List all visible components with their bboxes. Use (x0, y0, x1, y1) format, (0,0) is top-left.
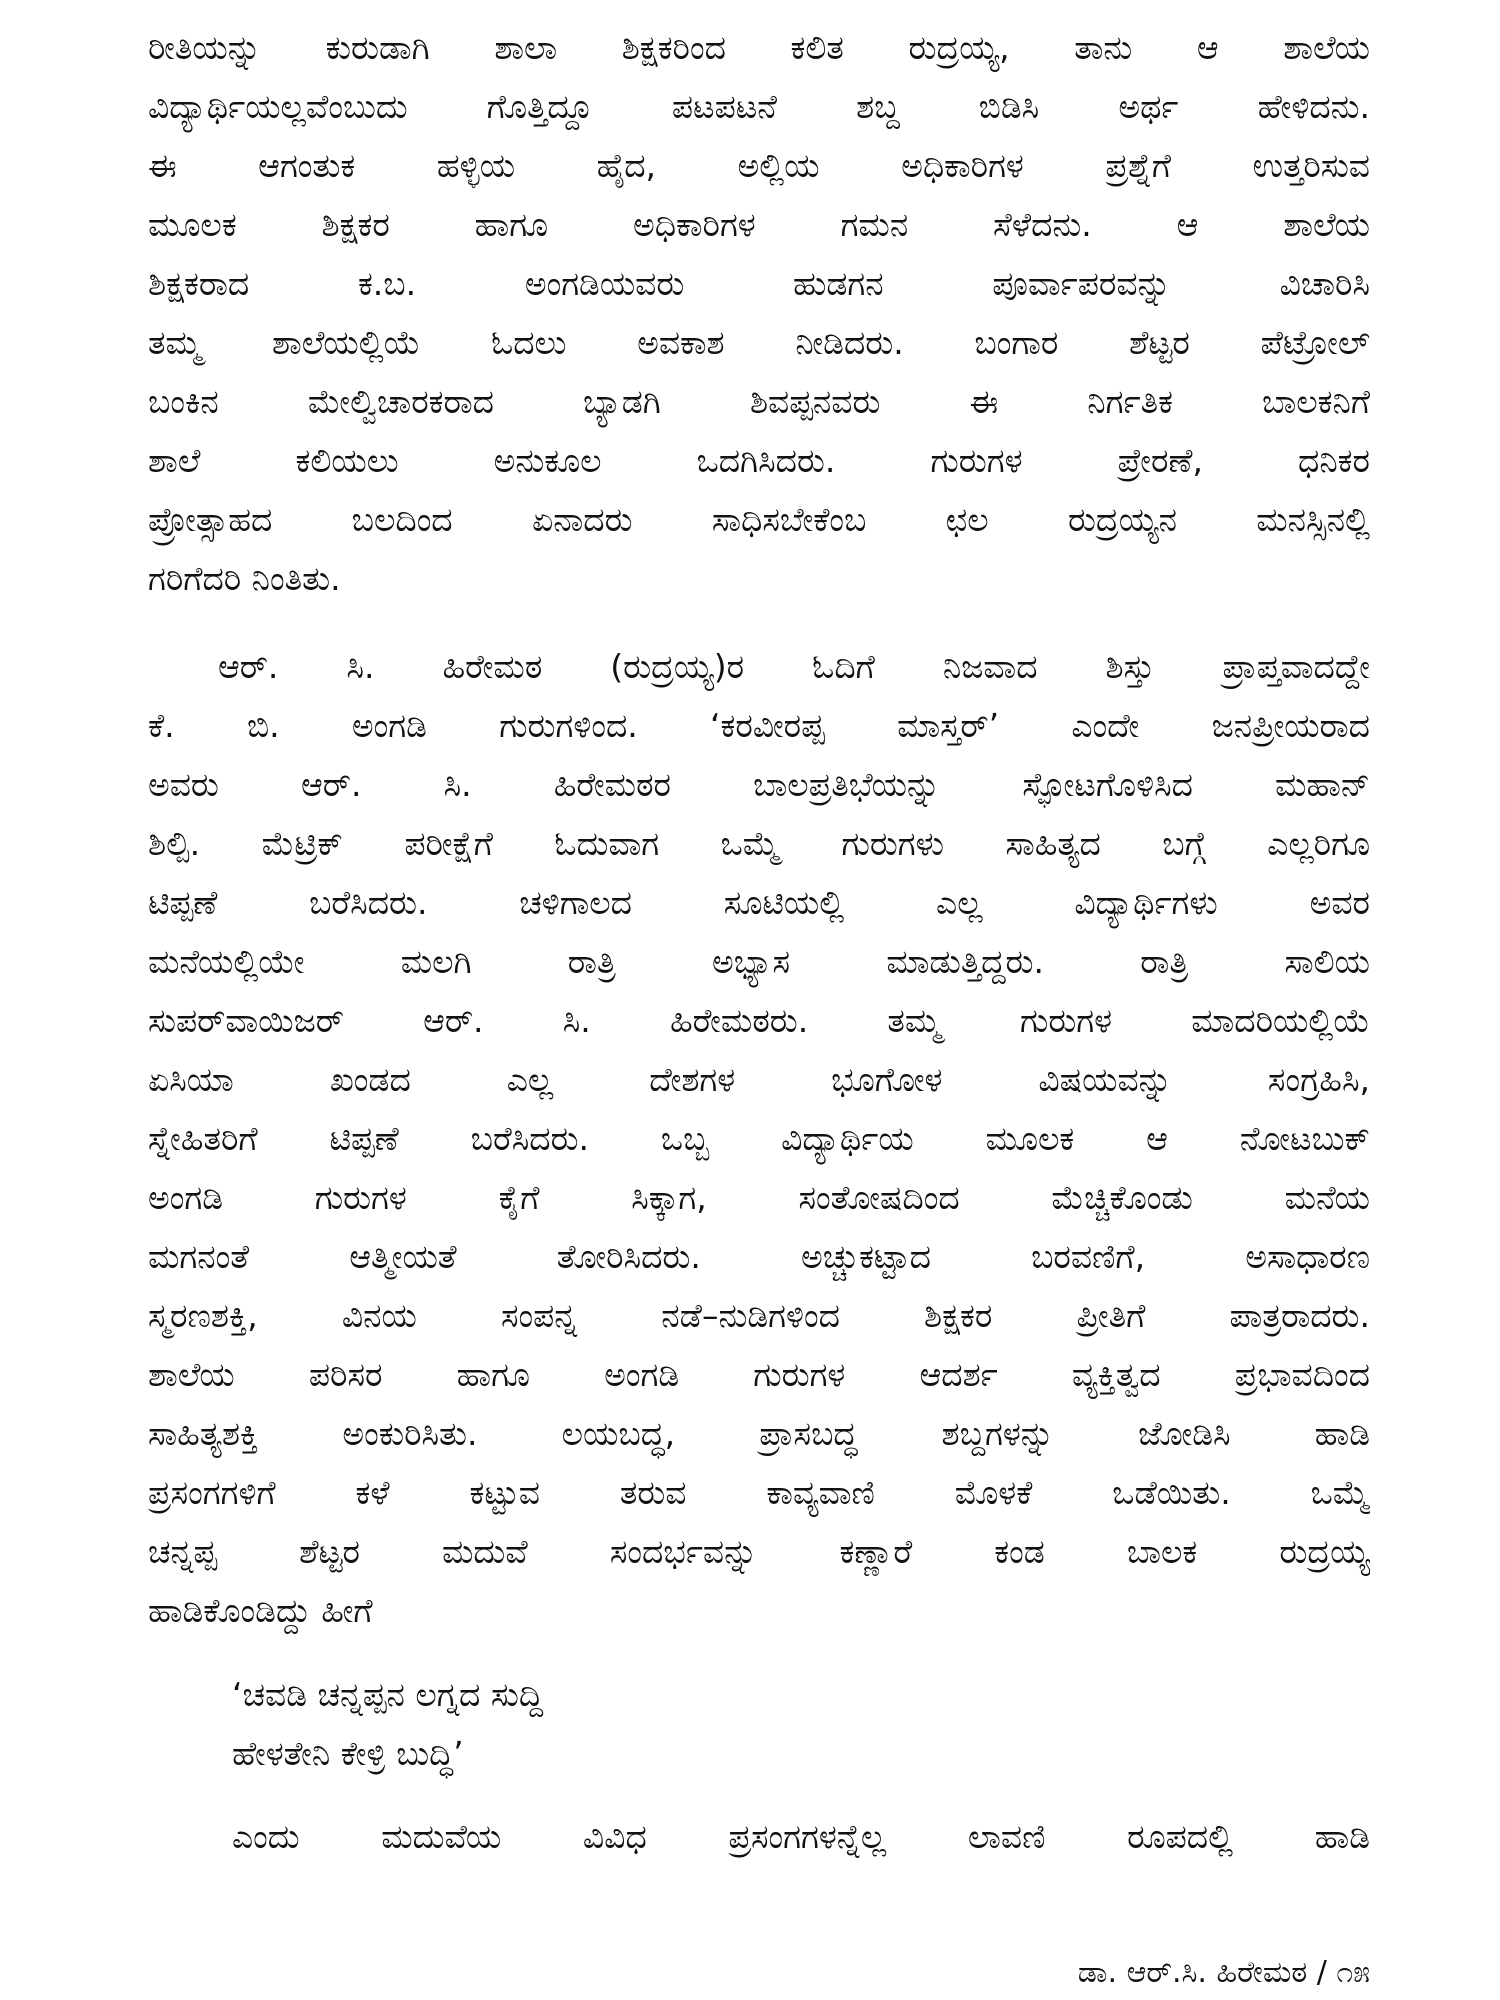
text-line: ಚನ್ನಪ್ಪ ಶೆಟ್ಟರ ಮದುವೆ ಸಂದರ್ಭವನ್ನು ಕಣ್ಣಾರೆ ಕಂಡ ಬಾಲಕ ರುದ್ರಯ್ಯ (148, 1532, 1370, 1571)
text-line: ಅಂಗಡಿ ಗುರುಗಳ ಕೈಗೆ ಸಿಕ್ಕಾಗ, ಸಂತೋಷದಿಂದ ಮೆಚ್ಚಿಕೊಂಡು ಮನೆಯ (148, 1178, 1370, 1217)
text-line: ಪ್ರಸಂಗಗಳಿಗೆ ಕಳೆ ಕಟ್ಟುವ ತರುವ ಕಾವ್ಯವಾಣಿ ಮೊಳಕೆ ಒಡೆಯಿತು. ಒಮ್ಮೆ (148, 1473, 1370, 1512)
text-line: ಅವರು ಆರ್. ಸಿ. ಹಿರೇಮಠರ ಬಾಲಪ್ರತಿಭೆಯನ್ನು ಸ್ಫೋಟಗೊಳಿಸಿದ ಮಹಾನ್ (148, 765, 1370, 804)
text-line: ಈ ಆಗಂತುಕ ಹಳ್ಳಿಯ ಹೈದ, ಅಲ್ಲಿಯ ಅಧಿಕಾರಿಗಳ ಪ್ರಶ್ನೆಗೆ ಉತ್ತರಿಸುವ (148, 146, 1370, 185)
text-line: ಶಿಲ್ಪಿ. ಮೆಟ್ರಿಕ್ ಪರೀಕ್ಷೆಗೆ ಓದುವಾಗ ಒಮ್ಮೆ ಗುರುಗಳು ಸಾಹಿತ್ಯದ ಬಗ್ಗೆ ಎಲ್ಲರಿಗೂ (148, 824, 1370, 863)
text-line: ತಮ್ಮ ಶಾಲೆಯಲ್ಲಿಯೆ ಓದಲು ಅವಕಾಶ ನೀಡಿದರು. ಬಂಗಾರ ಶೆಟ್ಟರ ಪೆಟ್ರೋಲ್ (148, 323, 1370, 362)
verse-line: ಹೇಳತೇನಿ ಕೇಳ್ರಿ ಬುದ್ಧಿ’ (232, 1734, 464, 1773)
text-line: ವಿದ್ಯಾರ್ಥಿಯಲ್ಲವೆಂಬುದು ಗೊತ್ತಿದ್ದೂ ಪಟಪಟನೆ ಶಬ್ದ ಬಿಡಿಸಿ ಅರ್ಥ ಹೇಳಿದನು. (148, 87, 1370, 126)
text-line: ಪ್ರೋತ್ಸಾಹದ ಬಲದಿಂದ ಏನಾದರು ಸಾಧಿಸಬೇಕೆಂಬ ಛಲ ರುದ್ರಯ್ಯನ ಮನಸ್ಸಿನಲ್ಲಿ (148, 500, 1370, 539)
text-line: ಗರಿಗೆದರಿ ನಿಂತಿತು. (148, 559, 341, 598)
text-line: ಸ್ನೇಹಿತರಿಗೆ ಟಿಪ್ಪಣೆ ಬರೆಸಿದರು. ಒಬ್ಬ ವಿದ್ಯಾರ್ಥಿಯ ಮೂಲಕ ಆ ನೋಟಬುಕ್ (148, 1119, 1370, 1158)
page-footer: ಡಾ. ಆರ್.ಸಿ. ಹಿರೇಮಠ / ೧೫ (1077, 1955, 1370, 1990)
text-line: ಆರ್. ಸಿ. ಹಿರೇಮಠ (ರುದ್ರಯ್ಯ)ರ ಓದಿಗೆ ನಿಜವಾದ ಶಿಸ್ತು ಪ್ರಾಪ್ತವಾದದ್ದೇ (218, 647, 1370, 686)
text-line: ಹಾಡಿಕೊಂಡಿದ್ದು ಹೀಗೆ (148, 1591, 373, 1630)
verse-line: ‘ಚವಡಿ ಚನ್ನಪ್ಪನ ಲಗ್ನದ ಸುದ್ದಿ (232, 1675, 544, 1714)
text-line: ಶಾಲೆಯ ಪರಿಸರ ಹಾಗೂ ಅಂಗಡಿ ಗುರುಗಳ ಆದರ್ಶ ವ್ಯಕ್ತಿತ್ವದ ಪ್ರಭಾವದಿಂದ (148, 1355, 1370, 1394)
text-line: ಶಾಲೆ ಕಲಿಯಲು ಅನುಕೂಲ ಒದಗಿಸಿದರು. ಗುರುಗಳ ಪ್ರೇರಣೆ, ಧನಿಕರ (148, 441, 1370, 480)
text-line: ಸುಪರ್‌ವಾಯಿಜರ್ ಆರ್. ಸಿ. ಹಿರೇಮಠರು. ತಮ್ಮ ಗುರುಗಳ ಮಾದರಿಯಲ್ಲಿಯೆ (148, 1001, 1370, 1040)
text-line: ಸಾಹಿತ್ಯಶಕ್ತಿ ಅಂಕುರಿಸಿತು. ಲಯಬದ್ಧ, ಪ್ರಾಸಬದ್ಧ ಶಬ್ದಗಳನ್ನು ಜೋಡಿಸಿ ಹಾಡಿ (148, 1414, 1370, 1453)
text-line: ಏಸಿಯಾ ಖಂಡದ ಎಲ್ಲ ದೇಶಗಳ ಭೂಗೋಳ ವಿಷಯವನ್ನು ಸಂಗ್ರಹಿಸಿ, (148, 1060, 1370, 1099)
text-line: ಶಿಕ್ಷಕರಾದ ಕ.ಬ. ಅಂಗಡಿಯವರು ಹುಡಗನ ಪೂರ್ವಾಪರವನ್ನು ವಿಚಾರಿಸಿ (148, 264, 1370, 303)
text-line: ಮನೆಯಲ್ಲಿಯೇ ಮಲಗಿ ರಾತ್ರಿ ಅಭ್ಯಾಸ ಮಾಡುತ್ತಿದ್ದರು. ರಾತ್ರಿ ಸಾಲಿಯ (148, 942, 1370, 981)
closing-line: ಎಂದು ಮದುವೆಯ ವಿವಿಧ ಪ್ರಸಂಗಗಳನ್ನೆಲ್ಲ ಲಾವಣಿ ರೂಪದಲ್ಲಿ ಹಾಡಿ (232, 1817, 1370, 1856)
text-line: ಬಂಕಿನ ಮೇಲ್ವಿಚಾರಕರಾದ ಬ್ಯಾಡಗಿ ಶಿವಪ್ಪನವರು ಈ ನಿರ್ಗತಿಕ ಬಾಲಕನಿಗೆ (148, 382, 1370, 421)
text-line: ಕೆ. ಬಿ. ಅಂಗಡಿ ಗುರುಗಳಿಂದ. ‘ಕರವೀರಪ್ಪ ಮಾಸ್ತರ್’ ಎಂದೇ ಜನಪ್ರೀಯರಾದ (148, 706, 1370, 745)
text-line: ಮಗನಂತೆ ಆತ್ಮೀಯತೆ ತೋರಿಸಿದರು. ಅಚ್ಚುಕಟ್ಟಾದ ಬರವಣಿಗೆ, ಅಸಾಧಾರಣ (148, 1237, 1370, 1276)
text-line: ಸ್ಮರಣಶಕ್ತಿ, ವಿನಯ ಸಂಪನ್ನ ನಡೆ–ನುಡಿಗಳಿಂದ ಶಿಕ್ಷಕರ ಪ್ರೀತಿಗೆ ಪಾತ್ರರಾದರು. (148, 1296, 1370, 1335)
text-line: ಟಿಪ್ಪಣೆ ಬರೆಸಿದರು. ಚಳಿಗಾಲದ ಸೂಟಿಯಲ್ಲಿ ಎಲ್ಲ ವಿದ್ಯಾರ್ಥಿಗಳು ಅವರ (148, 883, 1370, 922)
text-line: ರೀತಿಯನ್ನು ಕುರುಡಾಗಿ ಶಾಲಾ ಶಿಕ್ಷಕರಿಂದ ಕಲಿತ ರುದ್ರಯ್ಯ, ತಾನು ಆ ಶಾಲೆಯ (148, 28, 1370, 67)
text-line: ಮೂಲಕ ಶಿಕ್ಷಕರ ಹಾಗೂ ಅಧಿಕಾರಿಗಳ ಗಮನ ಸೆಳೆದನು. ಆ ಶಾಲೆಯ (148, 205, 1370, 244)
